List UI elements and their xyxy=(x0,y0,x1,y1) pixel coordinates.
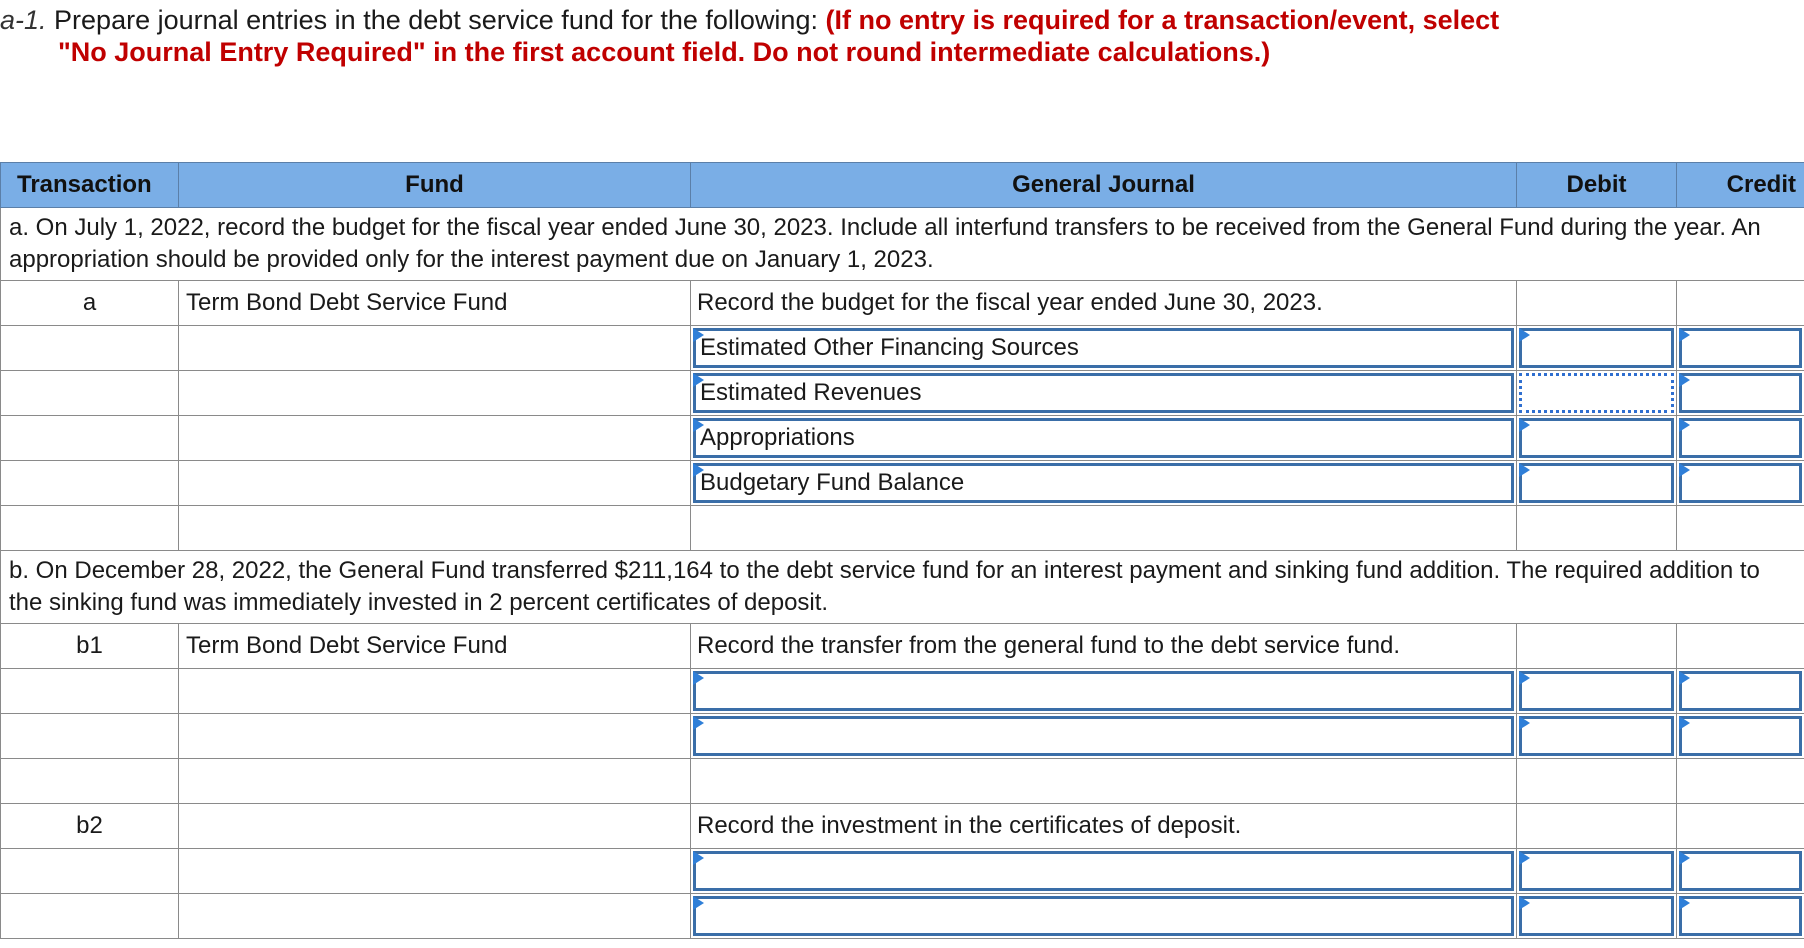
table-row xyxy=(1,506,1804,551)
dropdown-marker-icon[interactable] xyxy=(1679,671,1690,685)
transaction-cell xyxy=(1,506,179,551)
fund-cell xyxy=(179,371,691,416)
credit-input[interactable] xyxy=(1679,716,1802,756)
credit-cell xyxy=(1677,326,1804,371)
header-transaction: Transaction xyxy=(1,163,179,208)
dropdown-marker-icon[interactable] xyxy=(693,851,704,865)
fund-cell: Term Bond Debt Service Fund xyxy=(179,624,691,669)
section-b-text: b. On December 28, 2022, the General Fund transferred $211,164 to the debt service fund for an interest payment and sinking fund addition. The required addition to the sinking fund was immediately invested in 2 percent certificates of deposit. xyxy=(1,551,1804,624)
debit-input-focused[interactable] xyxy=(1519,373,1674,413)
table-row xyxy=(1,759,1804,804)
credit-cell xyxy=(1677,759,1804,804)
dropdown-marker-icon[interactable] xyxy=(1679,463,1690,477)
debit-input[interactable] xyxy=(1519,716,1674,756)
credit-cell xyxy=(1677,371,1804,416)
dropdown-marker-icon[interactable] xyxy=(1679,373,1690,387)
credit-cell xyxy=(1677,281,1804,326)
table-row xyxy=(1,624,1804,669)
dropdown-marker-icon[interactable] xyxy=(1519,851,1530,865)
account-select[interactable] xyxy=(693,896,1514,936)
debit-cell xyxy=(1517,281,1677,326)
account-select[interactable] xyxy=(693,328,1514,368)
debit-input[interactable] xyxy=(1519,463,1674,503)
debit-cell xyxy=(1517,371,1677,416)
debit-input[interactable] xyxy=(1519,418,1674,458)
transaction-cell: a xyxy=(1,281,179,326)
header-fund: Fund xyxy=(179,163,691,208)
debit-cell xyxy=(1517,506,1677,551)
fund-cell: Term Bond Debt Service Fund xyxy=(179,281,691,326)
dropdown-marker-icon[interactable] xyxy=(1519,463,1530,477)
credit-cell xyxy=(1677,624,1804,669)
dropdown-marker-icon[interactable] xyxy=(693,328,704,342)
debit-input[interactable] xyxy=(1519,851,1674,891)
question-number: a-1. xyxy=(0,5,47,35)
transaction-cell xyxy=(1,759,179,804)
credit-cell xyxy=(1677,669,1804,714)
dropdown-marker-icon[interactable] xyxy=(1519,671,1530,685)
fund-cell xyxy=(179,759,691,804)
debit-cell xyxy=(1517,416,1677,461)
debit-cell xyxy=(1517,804,1677,849)
credit-cell xyxy=(1677,894,1804,939)
credit-cell xyxy=(1677,849,1804,894)
header-general-journal: General Journal xyxy=(691,163,1517,208)
credit-input[interactable] xyxy=(1679,373,1802,413)
dropdown-marker-icon[interactable] xyxy=(693,671,704,685)
dropdown-marker-icon[interactable] xyxy=(693,373,704,387)
fund-cell xyxy=(179,714,691,759)
credit-cell xyxy=(1677,416,1804,461)
debit-input[interactable] xyxy=(1519,328,1674,368)
transaction-cell xyxy=(1,894,179,939)
fund-cell xyxy=(179,669,691,714)
dropdown-marker-icon[interactable] xyxy=(1519,716,1530,730)
transaction-cell: b2 xyxy=(1,804,179,849)
transaction-cell xyxy=(1,371,179,416)
header-credit: Credit xyxy=(1677,163,1804,208)
debit-cell xyxy=(1517,714,1677,759)
account-select[interactable] xyxy=(693,418,1514,458)
instructions-line-1 xyxy=(0,4,1800,36)
account-cell xyxy=(691,714,1517,759)
credit-input[interactable] xyxy=(1679,463,1802,503)
table-row xyxy=(1,669,1804,714)
fund-cell xyxy=(179,461,691,506)
credit-input[interactable] xyxy=(1679,418,1802,458)
table-row xyxy=(1,371,1804,416)
dropdown-marker-icon[interactable] xyxy=(1519,418,1530,432)
debit-input[interactable] xyxy=(1519,671,1674,711)
table-row xyxy=(1,461,1804,506)
dropdown-marker-icon[interactable] xyxy=(1679,716,1690,730)
credit-cell xyxy=(1677,506,1804,551)
account-cell xyxy=(691,416,1517,461)
table-row xyxy=(1,894,1804,939)
table-row xyxy=(1,849,1804,894)
account-select[interactable] xyxy=(693,671,1514,711)
dropdown-marker-icon[interactable] xyxy=(1679,418,1690,432)
transaction-cell: b1 xyxy=(1,624,179,669)
dropdown-marker-icon[interactable] xyxy=(1679,851,1690,865)
fund-cell xyxy=(179,326,691,371)
account-select[interactable] xyxy=(693,463,1514,503)
instructions xyxy=(0,4,1800,68)
account-select[interactable] xyxy=(693,851,1514,891)
section-b-row xyxy=(1,551,1804,624)
journal-table xyxy=(0,162,1804,939)
dropdown-marker-icon[interactable] xyxy=(1519,328,1530,342)
credit-cell xyxy=(1677,461,1804,506)
transaction-cell xyxy=(1,669,179,714)
transaction-cell xyxy=(1,461,179,506)
header-row xyxy=(1,163,1804,208)
account-cell xyxy=(691,326,1517,371)
credit-input[interactable] xyxy=(1679,896,1802,936)
account-select[interactable] xyxy=(693,716,1514,756)
credit-cell xyxy=(1677,714,1804,759)
debit-cell xyxy=(1517,894,1677,939)
transaction-cell xyxy=(1,326,179,371)
fund-cell xyxy=(179,894,691,939)
instructions-emphasis-2: "No Journal Entry Required" in the first account field. Do not round intermediate calculations.) xyxy=(58,37,1271,67)
instructions-emphasis-1: (If no entry is required for a transaction/event, select xyxy=(825,5,1500,35)
table-row xyxy=(1,326,1804,371)
fund-cell xyxy=(179,416,691,461)
debit-cell xyxy=(1517,326,1677,371)
description-cell: Record the budget for the fiscal year ended June 30, 2023. xyxy=(691,281,1517,326)
debit-input[interactable] xyxy=(1519,896,1674,936)
account-cell xyxy=(691,849,1517,894)
dropdown-marker-icon[interactable] xyxy=(1519,896,1530,910)
credit-cell xyxy=(1677,804,1804,849)
account-cell xyxy=(691,669,1517,714)
dropdown-marker-icon[interactable] xyxy=(693,716,704,730)
transaction-cell xyxy=(1,849,179,894)
account-cell xyxy=(691,371,1517,416)
fund-cell xyxy=(179,506,691,551)
dropdown-marker-icon[interactable] xyxy=(693,463,704,477)
account-cell xyxy=(691,461,1517,506)
credit-input[interactable] xyxy=(1679,851,1802,891)
debit-cell xyxy=(1517,759,1677,804)
table-row xyxy=(1,281,1804,326)
debit-cell xyxy=(1517,624,1677,669)
fund-cell xyxy=(179,849,691,894)
instructions-text: Prepare journal entries in the debt service fund for the following: xyxy=(46,5,826,35)
table-row xyxy=(1,416,1804,461)
account-cell xyxy=(691,759,1517,804)
transaction-cell xyxy=(1,714,179,759)
section-a-text: a. On July 1, 2022, record the budget for the fiscal year ended June 30, 2023. Include all interfund transfers to be received from the General Fund during the year. An appropriation should be provided only for the interest payment due on January 1, 2023. xyxy=(1,208,1804,281)
dropdown-marker-icon[interactable] xyxy=(1679,328,1690,342)
dropdown-marker-icon[interactable] xyxy=(693,896,704,910)
table-row xyxy=(1,804,1804,849)
dropdown-marker-icon[interactable] xyxy=(1679,896,1690,910)
dropdown-marker-icon[interactable] xyxy=(693,418,704,432)
table-row xyxy=(1,714,1804,759)
credit-input[interactable] xyxy=(1679,671,1802,711)
section-a-row xyxy=(1,208,1804,281)
credit-input[interactable] xyxy=(1679,328,1802,368)
account-cell xyxy=(691,506,1517,551)
debit-cell xyxy=(1517,849,1677,894)
debit-cell xyxy=(1517,669,1677,714)
debit-cell xyxy=(1517,461,1677,506)
account-cell xyxy=(691,894,1517,939)
description-cell: Record the transfer from the general fund to the debt service fund. xyxy=(691,624,1517,669)
transaction-cell xyxy=(1,416,179,461)
fund-cell xyxy=(179,804,691,849)
header-debit: Debit xyxy=(1517,163,1677,208)
description-cell: Record the investment in the certificates of deposit. xyxy=(691,804,1517,849)
account-select[interactable] xyxy=(693,373,1514,413)
